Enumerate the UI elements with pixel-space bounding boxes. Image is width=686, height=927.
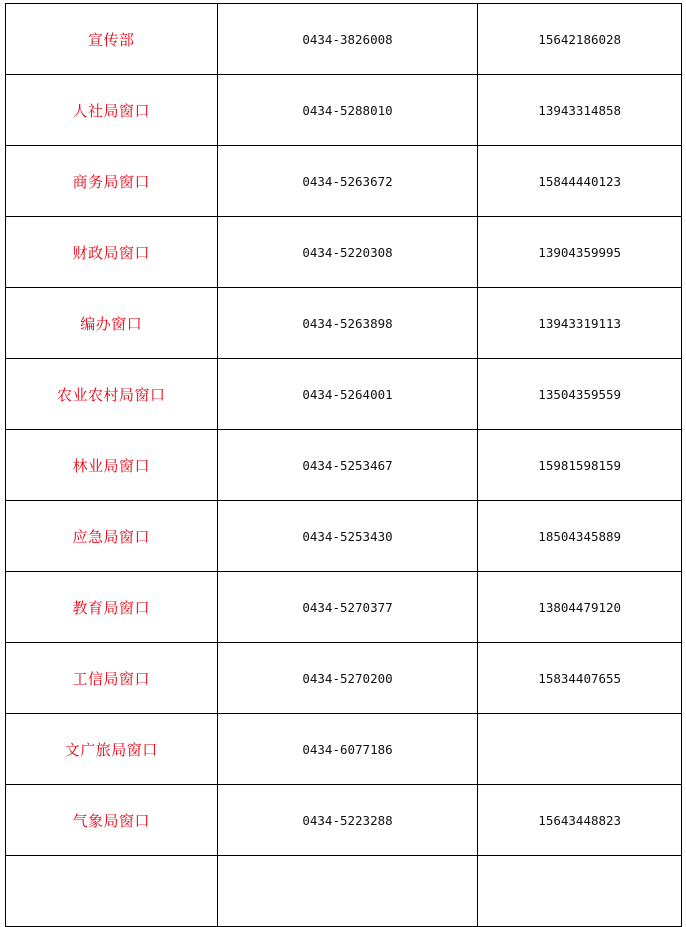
department-cell: 农业农村局窗口 [6, 359, 218, 430]
department-cell: 教育局窗口 [6, 572, 218, 643]
office-phone-cell: 0434-5253430 [217, 501, 478, 572]
table-row [6, 643, 682, 714]
table-row [6, 501, 682, 572]
department-cell: 气象局窗口 [6, 785, 218, 856]
department-cell: 应急局窗口 [6, 501, 218, 572]
office-phone-cell: 0434-5263898 [217, 288, 478, 359]
mobile-phone-cell: 15844440123 [478, 146, 682, 217]
office-phone-cell: 0434-5253467 [217, 430, 478, 501]
mobile-phone-cell: 18504345889 [478, 501, 682, 572]
mobile-phone-cell: 13943319113 [478, 288, 682, 359]
office-phone-cell: 0434-5288010 [217, 75, 478, 146]
empty-cell [217, 856, 478, 927]
department-cell: 人社局窗口 [6, 75, 218, 146]
table-row [6, 4, 682, 75]
office-phone-cell: 0434-6077186 [217, 714, 478, 785]
table-row [6, 75, 682, 146]
mobile-phone-cell: 15642186028 [478, 4, 682, 75]
mobile-phone-cell: 13904359995 [478, 217, 682, 288]
empty-cell [478, 856, 682, 927]
department-cell: 林业局窗口 [6, 430, 218, 501]
department-cell: 文广旅局窗口 [6, 714, 218, 785]
office-phone-cell: 0434-3826008 [217, 4, 478, 75]
table-row [6, 359, 682, 430]
empty-cell [6, 856, 218, 927]
table-row [6, 785, 682, 856]
office-phone-cell: 0434-5270200 [217, 643, 478, 714]
mobile-phone-cell: 15643448823 [478, 785, 682, 856]
department-cell: 宣传部 [6, 4, 218, 75]
mobile-phone-cell: 13504359559 [478, 359, 682, 430]
office-phone-cell: 0434-5220308 [217, 217, 478, 288]
table-row [6, 146, 682, 217]
mobile-phone-cell [478, 714, 682, 785]
mobile-phone-cell: 13943314858 [478, 75, 682, 146]
office-phone-cell: 0434-5264001 [217, 359, 478, 430]
table-row [6, 714, 682, 785]
office-phone-cell: 0434-5223288 [217, 785, 478, 856]
mobile-phone-cell: 15981598159 [478, 430, 682, 501]
table-row [6, 430, 682, 501]
table-row [6, 572, 682, 643]
contact-table-body [6, 4, 682, 927]
office-phone-cell: 0434-5270377 [217, 572, 478, 643]
office-phone-cell: 0434-5263672 [217, 146, 478, 217]
mobile-phone-cell: 15834407655 [478, 643, 682, 714]
department-cell: 编办窗口 [6, 288, 218, 359]
mobile-phone-cell: 13804479120 [478, 572, 682, 643]
department-cell: 工信局窗口 [6, 643, 218, 714]
table-row [6, 217, 682, 288]
department-cell: 商务局窗口 [6, 146, 218, 217]
department-cell: 财政局窗口 [6, 217, 218, 288]
table-row-partial [6, 856, 682, 927]
table-row [6, 288, 682, 359]
contact-table [5, 3, 682, 927]
